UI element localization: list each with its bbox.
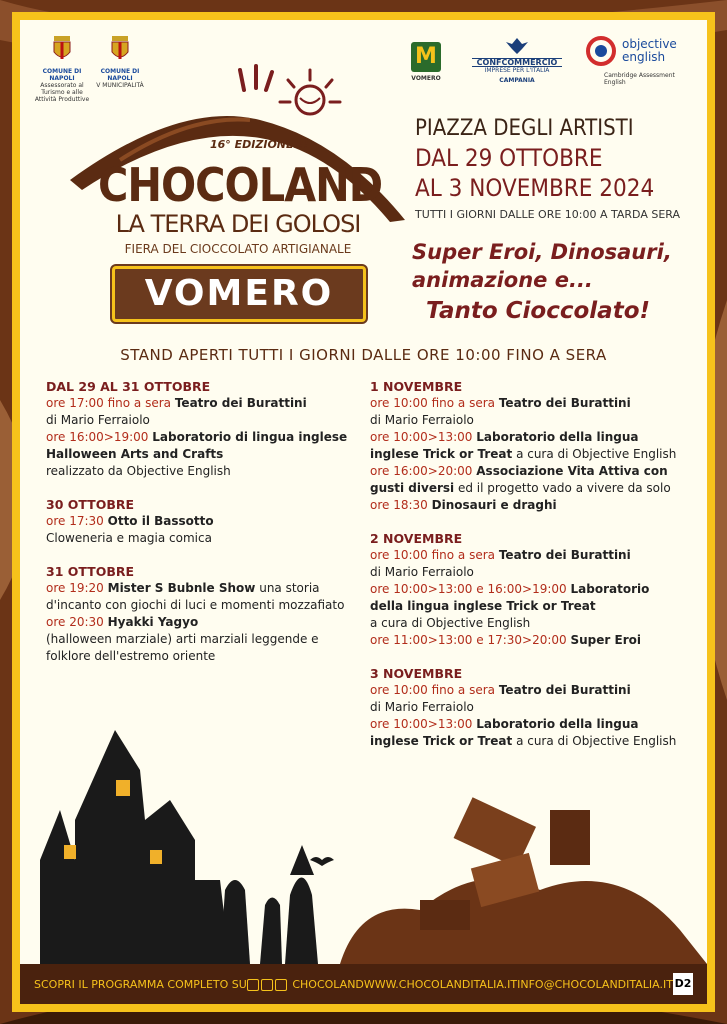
logo-caption: VOMERO <box>411 75 441 82</box>
program-line <box>46 395 366 412</box>
time: ore 16:00>20:00 <box>370 464 473 478</box>
program-line <box>46 614 366 631</box>
activity: Otto il Bassotto <box>107 514 214 528</box>
time: ore 17:00 fino a sera <box>46 396 172 410</box>
mcdonalds-arch-icon: M <box>411 42 441 72</box>
activity: Mister S Bubnle Show <box>107 581 256 595</box>
activity: Laboratorio di lingua inglese <box>152 430 348 444</box>
program-day-title: 3 NOVEMBRE <box>370 666 463 681</box>
instagram-icon[interactable] <box>261 979 273 991</box>
time: ore 16:00>19:00 <box>46 430 149 444</box>
footer-bar <box>20 964 707 1004</box>
activity: Teatro dei Burattini <box>174 396 307 410</box>
stand-hours-banner: STAND APERTI TUTTI I GIORNI DALLE ORE 10:00 FINO A SERA <box>120 346 607 364</box>
description: a cura di Objective English <box>516 447 677 461</box>
social-handle: CHOCOLAND <box>292 977 364 991</box>
program-day-title: 30 OTTOBRE <box>46 497 135 512</box>
logo-caption: COMUNE DI NAPOLI <box>100 68 140 82</box>
logo-mcdonalds <box>406 42 446 82</box>
time: ore 10:00 fino a sera <box>370 396 496 410</box>
footer-program-text: SCOPRI IL PROGRAMMA COMPLETO SU <box>34 977 247 991</box>
poster <box>20 20 707 964</box>
program-line <box>370 446 700 463</box>
event-hours: TUTTI I GIORNI DALLE ORE 10:00 A TARDA SERA <box>415 208 680 221</box>
time: ore 10:00>13:00 e 16:00>19:00 <box>370 582 567 596</box>
activity: Laboratorio della lingua <box>476 717 639 731</box>
logo-objective-english <box>586 34 696 94</box>
eagle-icon <box>506 36 528 56</box>
footer-email-link[interactable]: INFO@CHOCOLANDITALIA.IT <box>517 977 673 991</box>
program-line <box>46 580 366 597</box>
objective-wordmark <box>622 38 677 64</box>
time: ore 20:30 <box>46 615 104 629</box>
edition-label: 16° EDIZIONE!!! <box>210 138 309 151</box>
chocolate-splash-icon <box>340 797 707 964</box>
program-line <box>46 429 366 446</box>
activity: inglese Trick or Treat <box>370 734 513 748</box>
program-line <box>370 497 700 514</box>
event-dates-line2: AL 3 NOVEMBRE 2024 <box>415 174 655 202</box>
cambridge-caption: Cambridge Assessment English <box>604 72 675 86</box>
description: a cura di Objective English <box>516 734 677 748</box>
activity: Laboratorio <box>570 582 650 596</box>
program-left-column <box>46 378 366 665</box>
event-place: PIAZZA DEGLI ARTISTI <box>415 116 634 141</box>
program-line: di Mario Ferraiolo <box>370 700 474 714</box>
program-line <box>46 513 366 530</box>
activity: gusti diversi <box>370 481 455 495</box>
time: ore 17:30 <box>46 514 104 528</box>
sparkle-icon <box>240 66 272 90</box>
logo-caption-region: CAMPANIA <box>499 77 535 84</box>
activity: Dinosauri e draghi <box>431 498 557 512</box>
program-right-column <box>370 378 700 750</box>
tagline-3: Tanto Cioccolato! <box>426 298 650 324</box>
d2-badge: D2 <box>673 973 693 995</box>
napoli-crest-icon <box>109 34 131 62</box>
program-line: della lingua inglese Trick or Treat <box>370 599 596 613</box>
haunted-house-icon <box>40 730 230 964</box>
program-line <box>370 463 700 480</box>
logo-caption: COMUNE DI NAPOLI <box>42 68 82 82</box>
program-line <box>370 547 700 564</box>
program-day-title: DAL 29 AL 31 OTTOBRE <box>46 379 211 394</box>
activity: Associazione Vita Attiva con <box>476 464 668 478</box>
event-dates-line1: DAL 29 OTTOBRE <box>415 144 603 172</box>
objective-line1: objective <box>622 37 677 51</box>
program-line: di Mario Ferraiolo <box>46 413 150 427</box>
description: una storia <box>259 581 320 595</box>
description: ed il progetto vado a vivere da solo <box>457 481 671 495</box>
program-line <box>370 395 700 412</box>
tagline-2: animazione e... <box>412 268 593 292</box>
logo-caption-sub: V MUNICIPALITÀ <box>96 82 144 89</box>
kids-silhouette-icon <box>220 845 318 964</box>
facebook-icon[interactable] <box>247 979 259 991</box>
program-line: Cloweneria e magia comica <box>46 531 212 545</box>
event-subtitle: LA TERRA DEI GOLOSI <box>115 210 361 238</box>
program-day-title: 2 NOVEMBRE <box>370 531 463 546</box>
location-badge: VOMERO <box>112 266 366 322</box>
objective-target-icon <box>586 36 616 66</box>
activity: Teatro dei Burattini <box>498 683 631 697</box>
program-line <box>370 480 700 497</box>
program-day-title: 1 NOVEMBRE <box>370 379 463 394</box>
activity: Laboratorio della lingua <box>476 430 639 444</box>
program-line <box>370 581 700 598</box>
program-line: a cura di Objective English <box>370 616 531 630</box>
program-line <box>370 632 700 649</box>
activity: Teatro dei Burattini <box>498 548 631 562</box>
program-line <box>370 682 700 699</box>
halloween-chocolate-illustration <box>20 710 707 964</box>
time: ore 10:00>13:00 <box>370 717 473 731</box>
time: ore 10:00>13:00 <box>370 430 473 444</box>
program-line: d'incanto con giochi di luci e momenti mozzafiato <box>46 598 345 612</box>
logo-caption-sub: Assessorato al Turismo e alle Attività Produttive <box>34 82 90 103</box>
time: ore 10:00 fino a sera <box>370 548 496 562</box>
time: ore 11:00>13:00 e 17:30>20:00 <box>370 633 567 647</box>
program-line: folklore dell'estremo oriente <box>46 649 216 663</box>
logo-caption: CONFCOMMERCIO <box>472 58 562 67</box>
logo-confcommercio <box>472 36 562 84</box>
tiktok-icon[interactable] <box>275 979 287 991</box>
program-line: di Mario Ferraiolo <box>370 413 474 427</box>
program-line <box>370 429 700 446</box>
objective-line2: english <box>622 50 666 64</box>
activity: inglese Trick or Treat <box>370 447 513 461</box>
activity: Hyakki Yagyo <box>107 615 199 629</box>
logo-caption-sub: IMPRESE PER L'ITALIA <box>484 67 550 74</box>
footer-social[interactable] <box>247 978 364 991</box>
time: ore 18:30 <box>370 498 428 512</box>
event-title: CHOCOLAND <box>98 158 383 212</box>
tagline-1: Super Eroi, Dinosauri, <box>412 240 672 264</box>
sun-icon <box>280 70 340 114</box>
napoli-crest-icon <box>51 34 73 62</box>
bat-icon <box>310 857 334 866</box>
time: ore 10:00 fino a sera <box>370 683 496 697</box>
program-line: realizzato da Objective English <box>46 464 231 478</box>
footer-website-link[interactable]: WWW.CHOCOLANDITALIA.IT <box>363 977 518 991</box>
program-line: (halloween marziale) arti marziali leggende e <box>46 632 319 646</box>
program-day-title: 31 OTTOBRE <box>46 564 135 579</box>
activity: Super Eroi <box>570 633 641 647</box>
activity: Teatro dei Burattini <box>498 396 631 410</box>
time: ore 19:20 <box>46 581 104 595</box>
event-fair-label: FIERA DEL CIOCCOLATO ARTIGIANALE <box>124 242 352 256</box>
program-line: di Mario Ferraiolo <box>370 565 474 579</box>
program-line: Halloween Arts and Crafts <box>46 447 224 461</box>
